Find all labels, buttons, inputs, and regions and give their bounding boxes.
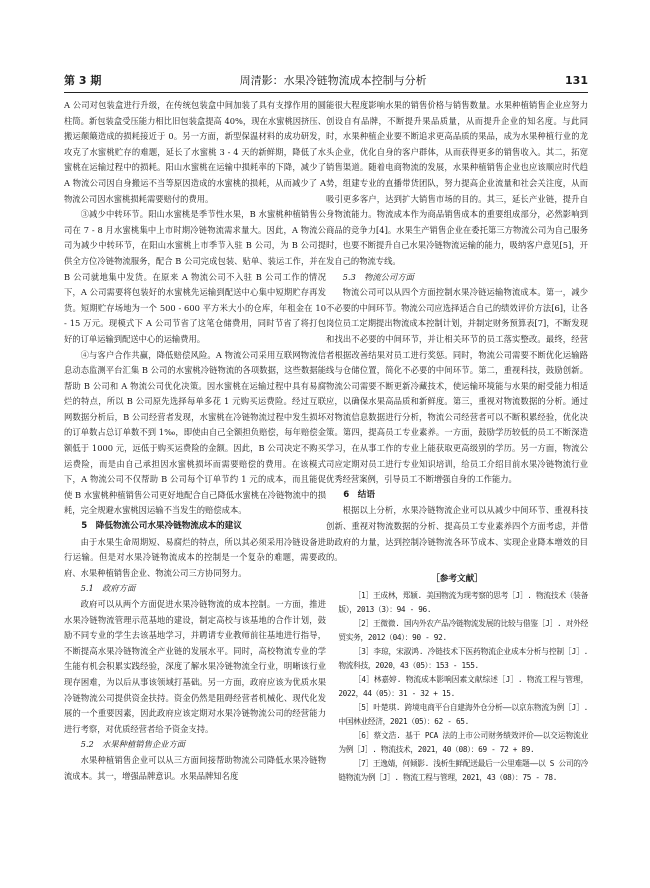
article-running-title: 周清影：水果冷链物流成本控制与分析	[239, 74, 427, 87]
page-number: 131	[565, 73, 588, 87]
reference-item: ［4］林嘉婷. 物流成本影响因素文献综述［J］. 物流工程与管理，2022，44（05）：31 - 32 + 15.	[338, 675, 588, 699]
paragraph: 由于水果生命周期短、易腐烂的特点，所以其必须采用冷链设备进行运输。但是对水果冷链物流成本的控制是一个复杂的难题，需要政府、水果种植销售企业、物流公司三方协同努力。	[64, 536, 326, 578]
paragraph: A 公司对包装盒进行升级，在传统包装盒中间加装了具有支撑作用的圆柱筒。新包装盒受压能力相比旧包装盒提高 40%，现在水蜜桃因挤压、搬运颠簸造成的损耗接近于 0。另一方面，新型保温材料的成功研发，攻克了水蜜桃贮存的难题，延长了水蜜桃 3 - 4 天的新鲜期，降低了水蜜桃在运输过程中的损耗。阳山水蜜桃在运输中损耗率的下降，减少了 A 物流公司因自身搬运不当等原因造成的水蜜桃的损耗，从而减少了 A 物流公司因水蜜桃损耗需要赔付的费用。	[64, 100, 326, 204]
paragraph: 能很大程度影响水果的销售价格与销售数量。水果种植销售企业应努力创设自有品牌，不断提升果品质量，从而提升企业的知名度。与此同时，水果种植企业要不断追求更高品质的果品，成为水果种植行业的龙头企业，优化自身的客户群体，从而获得更多的销售收入。其二，拓宽销售渠道。随着电商物流的发展，水果种植销售企业也应该顺应时代趋势，组建专业的直播带货团队，努力提高企业流量和社会关注度，从而吸引更多客户，达到扩大销售市场的目的。其三，延长产业链，提升自身物流能力。物流成本作为商品销售成本的重要组成部分，必然影响到商品的竞争力[4]。水果生产销售企业在委托第三方物流公司为自己服务时，也要不断提升自己水果冷链物流运输的能力，吸纳客户意见[5]，开发自己的物流专线。	[326, 100, 588, 266]
left-column	[64, 98, 326, 784]
reference-item: ［1］王成林，郑颖. 美国物流为现考察的思考［J］. 物流技术（装备版），2013（3）：94 - 96.	[338, 591, 588, 615]
reference-item: ［6］蔡文浩. 基于 PCA 法的上市公司财务绩效评价——以交运物流业为例［J］. 物流技术，2021，40（08）：69 - 72 + 89.	[338, 731, 588, 755]
paragraph: 政府可以从两个方面促进水果冷链物流的成本控制。一方面，推进水果冷链物流管理示范基地的建设，制定高校与该基地的合作计划，鼓励不同专业的学生去该基地学习，并聘请专业教师前往基地进行指导，不断提高水果冷链物流全产业链的发展水平。同时，高校物流专业的学生能有机会积累实践经验，深度了解水果冷链物流全行业，明晰该行业现存困难，为以后从事该领域打基础。另一方面，政府应该为优质水果冷链物流公司提供资金扶持。资金仍然是阻碍经营者机械化、现代化发展的一个重要因素，因此政府应该定期对水果冷链物流公司的经营能力进行考察，对优质经营者给予资金支持。	[64, 599, 326, 734]
subsection-heading: 5.2 水果种植销售企业方面	[80, 739, 186, 750]
reference-item: ［7］王逸婧，何倾影. 浅析生鲜配送最后一公里难题——以 S 公司的冷链物流为例［J］. 物流工程与管理，2021，43（08）：75 - 78.	[338, 759, 588, 783]
paragraph: ③减少中转环节。阳山水蜜桃是季节性水果，B 水蜜桃种植销售公司在 7 - 8 月水蜜桃集中上市时期冷链物流需求量大。因此，A 物流公司为减少中转环节，在阳山水蜜桃上市季节入驻 B 公司，为 B 公司提供全方位冷链物流服务，配合 B 公司完成包装、贴单、装运工作，并在 B 公司就地集中发货。在原来 A 物流公司不入驻 B 公司工作的情况下，A 公司需要将包装好的水蜜桃先运输到配送中心集中短期贮存再发货。短期贮存场地为一个 500 - 600 平方米大小的仓库，年租金在 10 - 15 万元。现模式下 A 公司节省了这笔仓储费用，同时节省了将打包好的订单运输到配送中心的运输费用。	[64, 209, 326, 344]
section-heading: 6 结语	[343, 489, 375, 500]
right-column	[326, 98, 588, 785]
subsection-heading: 5.3 物流公司方面	[342, 271, 414, 282]
paragraph: 根据以上分析，水果冷链物流企业可以从减少中间环节、重视科技创新、重视对物流数据的分析、提高员工专业素养四个方面考虑，并借助政府的力量，达到控制冷链物流各环节成本、实现企业降本增效的目的。	[326, 505, 588, 563]
paragraph: 水果种植销售企业可以从三方面间接帮助物流公司降低水果冷链物流成本。其一，增强品牌意识。水果品牌知名度	[64, 754, 326, 781]
paragraph: 物流公司可以从四个方面控制水果冷链运输物流成本。第一，减少不必要的中间环节。物流公司应选择适合自己的绩效评价方法[6]，让各岗位员工定期提出物流成本控制计划，并制定财务预算表[7]，不断发现和找出不必要的中间环节，并让相关环节的员工落实整改。最终，经营者根据改善结果对员工进行奖惩。同时，物流公司需要不断优化运输路线与仓储位置，简化不必要的中间环节。第二，重视科技，鼓励创新。物流公司需要不断更新冷藏技术，使运输环境能与水果的耐受能力相适应，以确保水果高品质和新鲜度。第三，重视对物流数据的分析。通过对物流信息数据进行分析，物流公司经营者可以不断积累经验，优化决策。第四，提高员工专业素养。一方面，鼓励学历较低的员工不断深造学习，在从事工作的专业上能获取更高级别的学历。另一方面，物流公司应定期对员工进行专业知识培训，给员工介绍目前水果冷链物流行业优秀经营案例，引导员工不断增强自身的工作能力。	[326, 287, 588, 485]
section-heading: 5 降低物流公司水果冷链物流成本的建议	[81, 521, 242, 532]
reference-item: ［2］王微微. 国内外农产品冷链物流发展的比较与借鉴［J］. 对外经贸实务，2012（04）：90 - 92.	[338, 619, 588, 643]
paragraph: ④与客户合作共赢，降低赔偿风险。A 物流公司采用互联网物流信息动态监测平台汇集 B 公司的水蜜桃冷链物流的各项数据，这些数据能帮助 B 公司和 A 物流公司优化决策。因水蜜桃在运输过程中具有易腐烂的特点，所以 B 公司原先选择每单多花 1 元购买运费险。经过互联网数据分析后，B 公司经营者发现，水蜜桃在冷链物流过程中发生损坏的订单数占总订单数不到 1‰，即使由自己全额担负赔偿，每年赔偿金额低于 1000 元，远低于购买运费险的金额。因此，B 公司决定不购买运费险，而是由自己承担因水蜜桃损坏而需要赔偿的费用。在该模式下，A 物流公司不仅帮助 B 公司每个订单节约 1 元的成本，而且能促使 B 水蜜桃种植销售公司更好地配合自己降低水蜜桃在冷链物流中的损耗，完全规避水蜜桃因运输不当发生的赔偿成本。	[64, 349, 326, 516]
subsection-heading: 5.1 政府方面	[80, 583, 136, 594]
reference-item: ［3］李琼，宋淑鸿. 冷链技术下医药物流企业成本分析与控制［J］. 物流科技，2020，43（05）：153 - 155.	[338, 647, 588, 671]
issue-label: 第 3 期	[64, 74, 102, 87]
references-title: ［参考文献］	[431, 573, 483, 584]
running-header	[64, 71, 588, 93]
reference-item: ［5］叶楚琪. 跨境电商平台自建海外仓分析——以京东物流为例［J］. 中国林业经济，2021（05）：62 - 65.	[338, 703, 588, 727]
